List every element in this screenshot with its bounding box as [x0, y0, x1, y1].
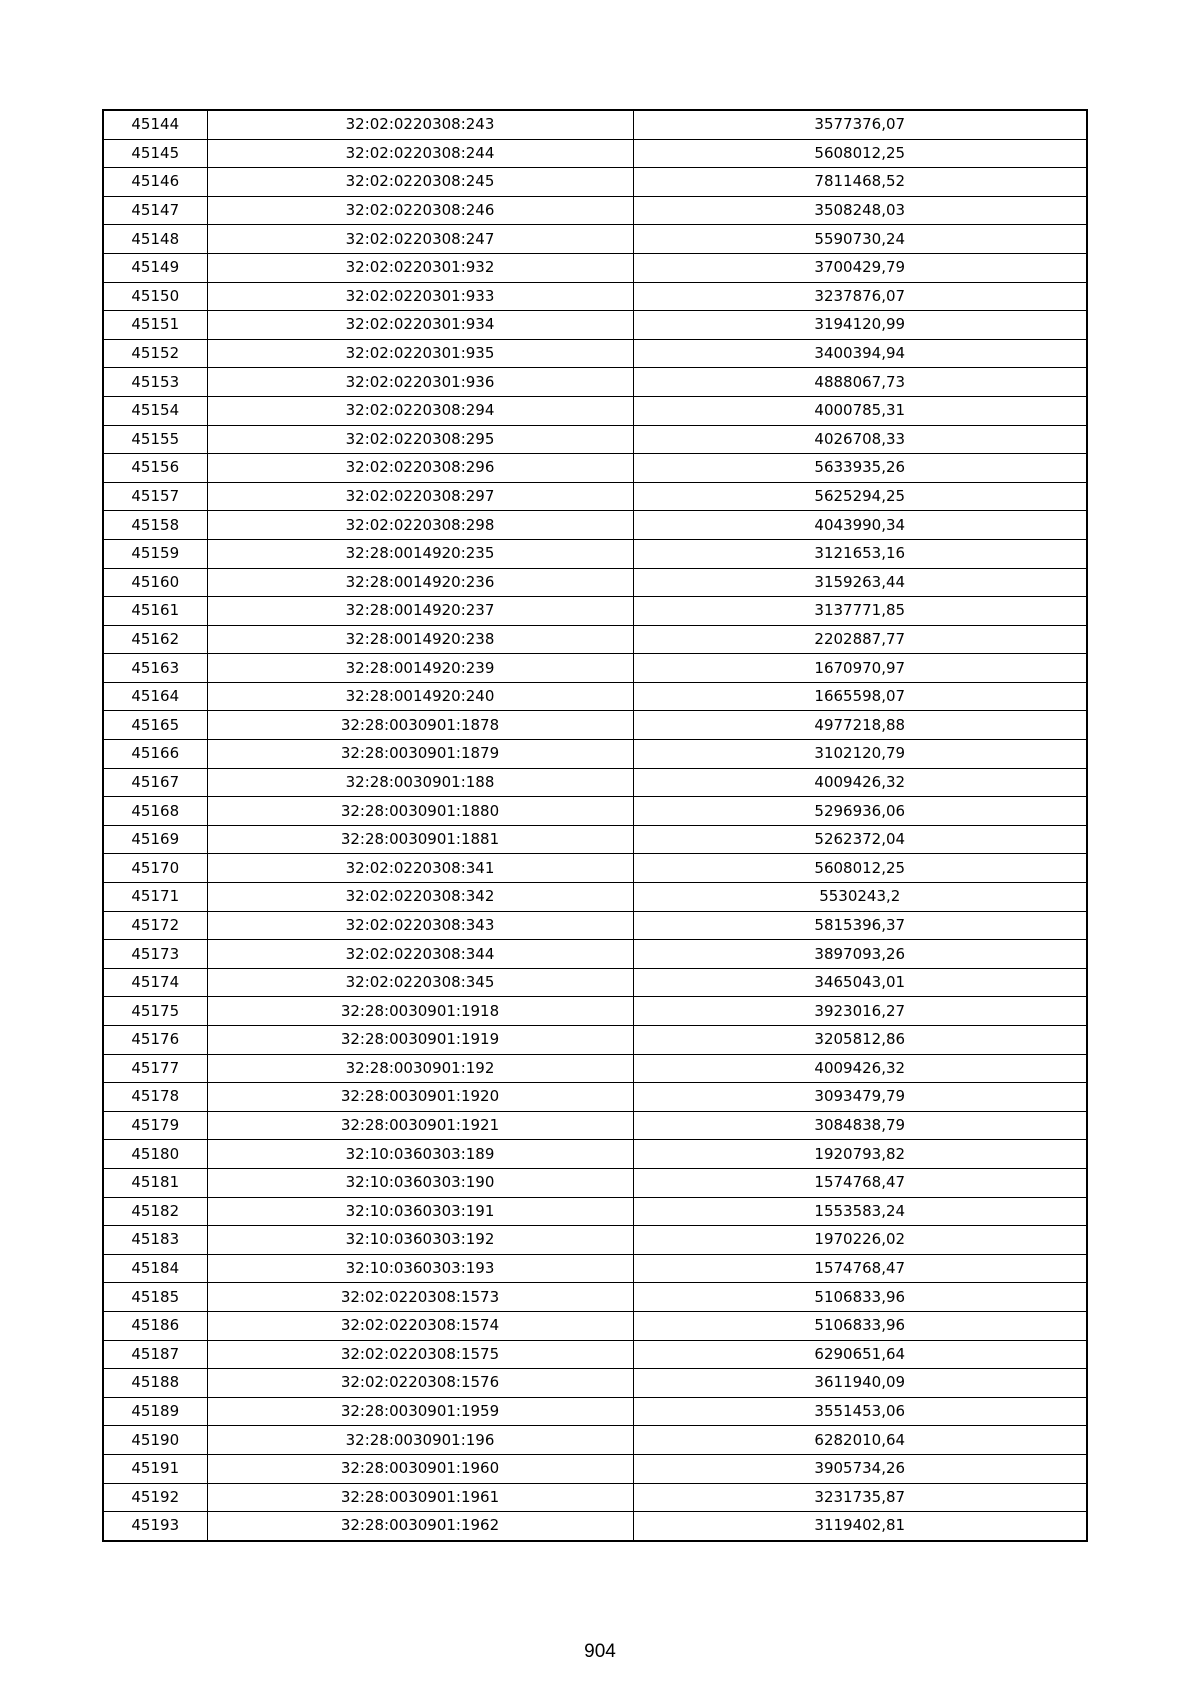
value-cell: 3119402,81	[633, 1512, 1087, 1541]
value-cell: 4026708,33	[633, 425, 1087, 454]
value-cell: 4009426,32	[633, 768, 1087, 797]
cadastral-number-cell: 32:28:0014920:238	[207, 625, 633, 654]
row-number-cell: 45173	[103, 940, 207, 969]
cadastral-number-cell: 32:28:0030901:1960	[207, 1454, 633, 1483]
value-cell: 5815396,37	[633, 911, 1087, 940]
table-row	[103, 1512, 1087, 1541]
value-cell: 3465043,01	[633, 968, 1087, 997]
row-number-cell: 45192	[103, 1483, 207, 1512]
cadastral-number-cell: 32:28:0030901:1918	[207, 997, 633, 1026]
row-number-cell: 45157	[103, 482, 207, 511]
row-number-cell: 45175	[103, 997, 207, 1026]
table-row	[103, 968, 1087, 997]
table-row	[103, 1140, 1087, 1169]
table-row	[103, 1283, 1087, 1312]
row-number-cell: 45174	[103, 968, 207, 997]
row-number-cell: 45165	[103, 711, 207, 740]
table-row	[103, 396, 1087, 425]
table-row	[103, 1340, 1087, 1369]
row-number-cell: 45169	[103, 825, 207, 854]
cadastral-number-cell: 32:28:0030901:1919	[207, 1026, 633, 1055]
cadastral-number-cell: 32:02:0220308:297	[207, 482, 633, 511]
value-cell: 5608012,25	[633, 139, 1087, 168]
table-row	[103, 883, 1087, 912]
row-number-cell: 45162	[103, 625, 207, 654]
value-cell: 3237876,07	[633, 282, 1087, 311]
row-number-cell: 45180	[103, 1140, 207, 1169]
row-number-cell: 45172	[103, 911, 207, 940]
table-row	[103, 168, 1087, 197]
cadastral-number-cell: 32:28:0030901:1880	[207, 797, 633, 826]
row-number-cell: 45159	[103, 539, 207, 568]
row-number-cell: 45156	[103, 454, 207, 483]
value-cell: 5590730,24	[633, 225, 1087, 254]
value-cell: 1574768,47	[633, 1254, 1087, 1283]
row-number-cell: 45182	[103, 1197, 207, 1226]
row-number-cell: 45181	[103, 1168, 207, 1197]
value-cell: 3231735,87	[633, 1483, 1087, 1512]
row-number-cell: 45178	[103, 1083, 207, 1112]
cadastral-number-cell: 32:02:0220308:1573	[207, 1283, 633, 1312]
value-cell: 2202887,77	[633, 625, 1087, 654]
table-row	[103, 1083, 1087, 1112]
table-row	[103, 1111, 1087, 1140]
value-cell: 3897093,26	[633, 940, 1087, 969]
value-cell: 5106833,96	[633, 1283, 1087, 1312]
cadastral-number-cell: 32:28:0030901:1920	[207, 1083, 633, 1112]
row-number-cell: 45152	[103, 339, 207, 368]
data-table	[102, 109, 1088, 1542]
cadastral-number-cell: 32:02:0220308:341	[207, 854, 633, 883]
value-cell: 5530243,2	[633, 883, 1087, 912]
row-number-cell: 45176	[103, 1026, 207, 1055]
cadastral-number-cell: 32:28:0030901:1881	[207, 825, 633, 854]
row-number-cell: 45183	[103, 1226, 207, 1255]
cadastral-number-cell: 32:02:0220308:345	[207, 968, 633, 997]
table-row	[103, 1054, 1087, 1083]
cadastral-number-cell: 32:28:0014920:236	[207, 568, 633, 597]
value-cell: 4000785,31	[633, 396, 1087, 425]
table-row	[103, 711, 1087, 740]
row-number-cell: 45150	[103, 282, 207, 311]
cadastral-number-cell: 32:02:0220308:244	[207, 139, 633, 168]
cadastral-number-cell: 32:02:0220308:296	[207, 454, 633, 483]
cadastral-number-cell: 32:28:0030901:1961	[207, 1483, 633, 1512]
table-row	[103, 911, 1087, 940]
row-number-cell: 45144	[103, 110, 207, 139]
table-row	[103, 1483, 1087, 1512]
value-cell: 1670970,97	[633, 654, 1087, 683]
value-cell: 5296936,06	[633, 797, 1087, 826]
cadastral-number-cell: 32:10:0360303:191	[207, 1197, 633, 1226]
table-row	[103, 1026, 1087, 1055]
value-cell: 3905734,26	[633, 1454, 1087, 1483]
row-number-cell: 45146	[103, 168, 207, 197]
row-number-cell: 45149	[103, 253, 207, 282]
table-row	[103, 339, 1087, 368]
row-number-cell: 45145	[103, 139, 207, 168]
table-row	[103, 539, 1087, 568]
value-cell: 6290651,64	[633, 1340, 1087, 1369]
table-row	[103, 825, 1087, 854]
table-row	[103, 1311, 1087, 1340]
cadastral-number-cell: 32:28:0030901:192	[207, 1054, 633, 1083]
cadastral-number-cell: 32:02:0220301:932	[207, 253, 633, 282]
cadastral-number-cell: 32:02:0220308:295	[207, 425, 633, 454]
row-number-cell: 45148	[103, 225, 207, 254]
row-number-cell: 45160	[103, 568, 207, 597]
table-row	[103, 482, 1087, 511]
cadastral-number-cell: 32:02:0220308:342	[207, 883, 633, 912]
table-row	[103, 311, 1087, 340]
value-cell: 4977218,88	[633, 711, 1087, 740]
cadastral-number-cell: 32:02:0220301:935	[207, 339, 633, 368]
value-cell: 3923016,27	[633, 997, 1087, 1026]
table-row	[103, 139, 1087, 168]
table-row	[103, 1168, 1087, 1197]
value-cell: 1665598,07	[633, 682, 1087, 711]
table-row	[103, 940, 1087, 969]
table-row	[103, 654, 1087, 683]
value-cell: 3551453,06	[633, 1397, 1087, 1426]
value-cell: 3700429,79	[633, 253, 1087, 282]
table-row	[103, 1369, 1087, 1398]
row-number-cell: 45163	[103, 654, 207, 683]
table-row	[103, 568, 1087, 597]
value-cell: 3508248,03	[633, 196, 1087, 225]
row-number-cell: 45177	[103, 1054, 207, 1083]
value-cell: 5106833,96	[633, 1311, 1087, 1340]
row-number-cell: 45170	[103, 854, 207, 883]
table-row	[103, 225, 1087, 254]
value-cell: 1920793,82	[633, 1140, 1087, 1169]
value-cell: 3400394,94	[633, 339, 1087, 368]
cadastral-number-cell: 32:02:0220308:294	[207, 396, 633, 425]
value-cell: 1553583,24	[633, 1197, 1087, 1226]
value-cell: 3093479,79	[633, 1083, 1087, 1112]
row-number-cell: 45164	[103, 682, 207, 711]
cadastral-number-cell: 32:02:0220308:246	[207, 196, 633, 225]
row-number-cell: 45147	[103, 196, 207, 225]
table-row	[103, 625, 1087, 654]
page-number: 904	[584, 1641, 616, 1662]
value-cell: 3205812,86	[633, 1026, 1087, 1055]
value-cell: 5262372,04	[633, 825, 1087, 854]
table-row	[103, 282, 1087, 311]
value-cell: 4043990,34	[633, 511, 1087, 540]
cadastral-number-cell: 32:28:0030901:1959	[207, 1397, 633, 1426]
cadastral-number-cell: 32:10:0360303:190	[207, 1168, 633, 1197]
cadastral-number-cell: 32:28:0030901:196	[207, 1426, 633, 1455]
row-number-cell: 45171	[103, 883, 207, 912]
table-row	[103, 1454, 1087, 1483]
cadastral-number-cell: 32:28:0030901:1879	[207, 740, 633, 769]
cadastral-number-cell: 32:02:0220308:247	[207, 225, 633, 254]
table-row	[103, 1197, 1087, 1226]
row-number-cell: 45193	[103, 1512, 207, 1541]
row-number-cell: 45154	[103, 396, 207, 425]
cadastral-number-cell: 32:02:0220301:936	[207, 368, 633, 397]
value-cell: 1574768,47	[633, 1168, 1087, 1197]
table-row	[103, 511, 1087, 540]
value-cell: 3102120,79	[633, 740, 1087, 769]
cadastral-number-cell: 32:28:0014920:235	[207, 539, 633, 568]
row-number-cell: 45187	[103, 1340, 207, 1369]
table-row	[103, 368, 1087, 397]
row-number-cell: 45168	[103, 797, 207, 826]
row-number-cell: 45191	[103, 1454, 207, 1483]
table-row	[103, 854, 1087, 883]
cadastral-number-cell: 32:10:0360303:193	[207, 1254, 633, 1283]
value-cell: 3137771,85	[633, 597, 1087, 626]
value-cell: 4009426,32	[633, 1054, 1087, 1083]
cadastral-number-cell: 32:28:0014920:237	[207, 597, 633, 626]
cadastral-number-cell: 32:02:0220308:344	[207, 940, 633, 969]
table-row	[103, 740, 1087, 769]
table-row	[103, 454, 1087, 483]
row-number-cell: 45155	[103, 425, 207, 454]
row-number-cell: 45190	[103, 1426, 207, 1455]
cadastral-number-cell: 32:28:0030901:188	[207, 768, 633, 797]
cadastral-number-cell: 32:10:0360303:192	[207, 1226, 633, 1255]
value-cell: 3159263,44	[633, 568, 1087, 597]
cadastral-number-cell: 32:10:0360303:189	[207, 1140, 633, 1169]
table-row	[103, 110, 1087, 139]
table-row	[103, 597, 1087, 626]
row-number-cell: 45184	[103, 1254, 207, 1283]
row-number-cell: 45185	[103, 1283, 207, 1312]
cadastral-number-cell: 32:02:0220308:245	[207, 168, 633, 197]
row-number-cell: 45151	[103, 311, 207, 340]
cadastral-number-cell: 32:02:0220308:1576	[207, 1369, 633, 1398]
table-row	[103, 797, 1087, 826]
value-cell: 7811468,52	[633, 168, 1087, 197]
row-number-cell: 45189	[103, 1397, 207, 1426]
table-body	[103, 110, 1087, 1541]
table-row	[103, 196, 1087, 225]
cadastral-number-cell: 32:02:0220301:933	[207, 282, 633, 311]
cadastral-number-cell: 32:28:0014920:240	[207, 682, 633, 711]
value-cell: 1970226,02	[633, 1226, 1087, 1255]
value-cell: 5633935,26	[633, 454, 1087, 483]
cadastral-number-cell: 32:28:0030901:1962	[207, 1512, 633, 1541]
value-cell: 3611940,09	[633, 1369, 1087, 1398]
table-row	[103, 682, 1087, 711]
value-cell: 6282010,64	[633, 1426, 1087, 1455]
cadastral-number-cell: 32:02:0220308:243	[207, 110, 633, 139]
cadastral-number-cell: 32:28:0014920:239	[207, 654, 633, 683]
table-row	[103, 425, 1087, 454]
cadastral-number-cell: 32:02:0220308:1575	[207, 1340, 633, 1369]
value-cell: 4888067,73	[633, 368, 1087, 397]
table-row	[103, 253, 1087, 282]
table-row	[103, 1254, 1087, 1283]
row-number-cell: 45179	[103, 1111, 207, 1140]
cadastral-number-cell: 32:02:0220308:343	[207, 911, 633, 940]
value-cell: 3121653,16	[633, 539, 1087, 568]
table-row	[103, 1426, 1087, 1455]
table-row	[103, 768, 1087, 797]
cadastral-number-cell: 32:28:0030901:1878	[207, 711, 633, 740]
table-row	[103, 1226, 1087, 1255]
row-number-cell: 45166	[103, 740, 207, 769]
value-cell: 5625294,25	[633, 482, 1087, 511]
value-cell: 3577376,07	[633, 110, 1087, 139]
value-cell: 3194120,99	[633, 311, 1087, 340]
row-number-cell: 45158	[103, 511, 207, 540]
row-number-cell: 45167	[103, 768, 207, 797]
row-number-cell: 45188	[103, 1369, 207, 1398]
cadastral-number-cell: 32:28:0030901:1921	[207, 1111, 633, 1140]
table-row	[103, 997, 1087, 1026]
cadastral-number-cell: 32:02:0220308:298	[207, 511, 633, 540]
cadastral-number-cell: 32:02:0220301:934	[207, 311, 633, 340]
row-number-cell: 45153	[103, 368, 207, 397]
cadastral-number-cell: 32:02:0220308:1574	[207, 1311, 633, 1340]
value-cell: 3084838,79	[633, 1111, 1087, 1140]
value-cell: 5608012,25	[633, 854, 1087, 883]
table-row	[103, 1397, 1087, 1426]
row-number-cell: 45186	[103, 1311, 207, 1340]
row-number-cell: 45161	[103, 597, 207, 626]
